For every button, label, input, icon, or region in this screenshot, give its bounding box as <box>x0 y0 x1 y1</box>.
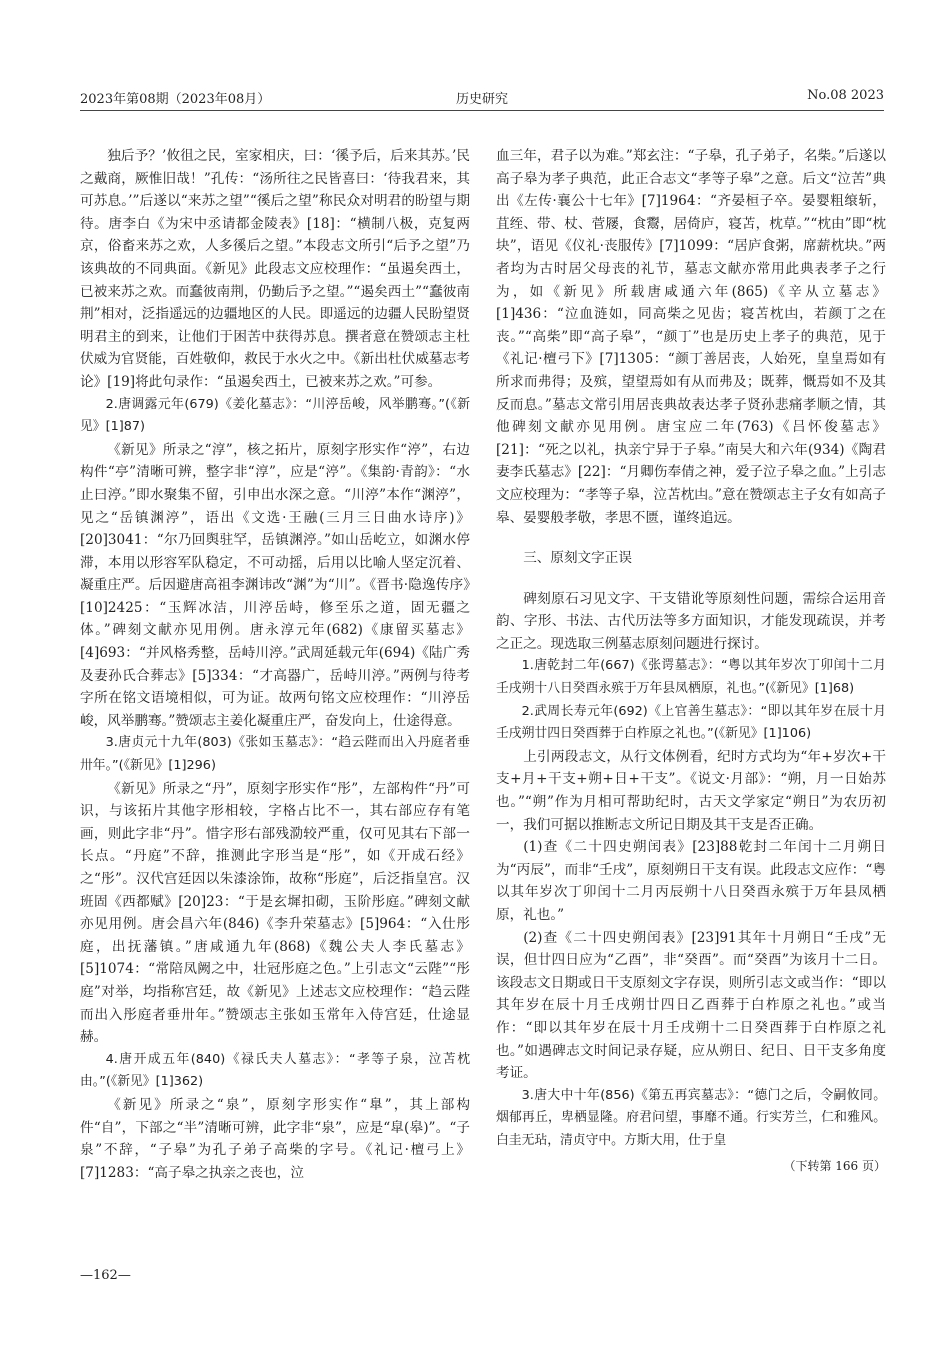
quoted-inscription: 2.武周长寿元年(692)《上官善生墓志》：“即以其年岁在辰十月壬戌朔廿四日癸酉葬于白柞原之礼也。”(《新见》[1]106) <box>496 703 886 742</box>
right-column <box>496 145 886 1177</box>
body-paragraph: 《新见》所录之“泉”，原刻字形实作“臯”，其上部构件“自”，下部之“半”清晰可辨，此字非“泉”，应是“皐(皋)”。“子泉”不辞，“子皋”为孔子弟子高柴的字号。《礼记·檀弓上》[7]1283：“高子皋之执亲之丧也，泣 <box>80 1096 470 1181</box>
quoted-inscription: 3.唐大中十年(856)《第五再宾墓志》：“德门之后，令嗣攸同。烟郁再丘，卑栖显隆。府君问望，事靡不通。行实芳兰，仁和雅风。白圭无玷，清贞守中。方斯大用，仕于皇 <box>496 1087 886 1148</box>
body-paragraph: (1)查《二十四史朔闰表》[23]88乾封二年闰十二月朔日为“丙辰”，而非“壬戌”，原刻朔日干支有误。此段志文应作：“粤以其年岁次丁卯闰十二月丙辰朔十八日癸酉永殡于万年县凤栖原，礼也。” <box>496 839 886 923</box>
continuation-note: （下转第 166 页） <box>783 1158 886 1173</box>
body-paragraph: 独后予？’攸徂之民，室家相庆，曰：‘徯予后，后来其苏。’民之戴商，厥惟旧哉！”孔传：“汤所往之民皆喜曰：‘待我君来，其可苏息。’”后遂以“来苏之望”“徯后之望”称民众对明君的盼望与期待。唐李白《为宋中丞请都金陵表》[18]：“横制八极，克复两京，俗畜来苏之欢，人多徯后之望。”本段志文所引“后予之望”乃该典故的不同典面。《新见》此段志文应校理作：“虽遏矣西土，已被来苏之欢。而蠢彼南荆，仍勤后予之望。”“遏矣西土”“蠢彼南荆”相对，泛指遥远的边疆地区的人民。即遥远的边疆人民盼望贤明君主的到来，让他们于困苦中获得苏息。撰者意在赞颂志主杜伏威为官贤能，百姓敬仰，救民于水火之中。《新出杜伏威墓志考论》[19]将此句录作：“虽遏矣西土，已被来苏之欢。”可参。 <box>80 148 470 390</box>
quoted-inscription: 1.唐乾封二年(667)《张谔墓志》：“粤以其年岁次丁卯闰十二月壬戌朔十八日癸酉永殡于万年县凤栖原，礼也。”(《新见》[1]68) <box>496 658 886 697</box>
body-paragraph: 上引两段志文，从行文体例看，纪时方式均为“年+岁次+干支+月+干支+朔+日+干支”。《说文·月部》：“朔，月一日始苏也。”“朔”作为月相可帮助纪时，古天文学家定“朔日”为农历初一，我们可据以推断志文所记日期及其干支是否正确。 <box>496 748 886 833</box>
issue-number: No.08 2023 <box>807 88 884 103</box>
body-paragraph: 《新见》所录之“淳”，核之拓片，原刻字形实作“渟”，右边构件“亭”清晰可辨，整字非“淳”，应是“渟”。《集韵·青韵》：“水止曰渟。”即水聚集不留，引申出水深之意。“川渟”本作“渊渟”，见之“岳镇渊渟”，语出《文选·王融(三月三日曲水诗序)》[20]3041：“尔乃回舆驻罕，岳镇渊渟。”如山岳屹立，如渊水停滞，本用以形容军队稳定，不可动摇，后用以比喻人坚定沉着、凝重庄严。后因避唐高祖李渊讳改“渊”为“川”。《晋书·隐逸传序》[10]2425：“玉辉冰洁，川渟岳峙，修至乐之道，固无疆之体。”碑刻文献亦见用例。唐永淳元年(682)《康留买墓志》[4]693：“并风格秀整，岳峙川渟。”武周延载元年(694)《陆广秀及妻孙氏合葬志》[5]334：“才高器广，岳峙川渟。”两例与待考字所在铭文语境相似，可为证。故两句铭文应校理作：“川渟岳峻，风举鹏骞。”赞颂志主姜化凝重庄严，奋发向上，仕途得意。 <box>80 441 470 729</box>
running-header <box>80 88 884 111</box>
section-heading: 三、原刻文字正误 <box>523 550 632 567</box>
journal-issue: 2023年第08期（2023年08月） <box>80 92 271 107</box>
journal-title: 历史研究 <box>455 92 508 107</box>
quoted-inscription: 4.唐开成五年(840)《禄氏夫人墓志》：“孝等子泉，泣苫枕由。”(《新见》[1]362) <box>80 1051 470 1090</box>
quoted-inscription: 3.唐贞元十九年(803)《张如玉墓志》：“趋云陛而出入丹庭者垂卅年。”(《新见》[1]296) <box>80 735 470 774</box>
quoted-inscription: 2.唐调露元年(679)《姜化墓志》：“川渟岳峻，风举鹏骞。”(《新见》[1]87) <box>80 396 470 435</box>
body-paragraph: 《新见》所录之“丹”，原刻字形实作“彤”，左部构件“丹”可识，与该拓片其他字形相较，字格占比不一，其右部应存有笔画，则此字非“丹”。惜字形右部残泐较严重，仅可见其右下部一长点。“丹庭”不辞，推测此字形当是“彤”，如《开成石经》之“彤”。汉代宫廷因以朱漆涂饰，故称“彤庭”，后泛指皇宫。汉班固《西都赋》[20]23：“于是玄墀扣砌，玉阶彤庭。”碑刻文献亦见用例。唐会昌六年(846)《李升荣墓志》[5]964：“入仕彤庭，出抚藩镇。”唐咸通九年(868)《魏公夫人李氏墓志》[5]1074：“常陪凤阙之中，壮冠彤庭之色。”上引志文“云陛”“彤庭”对举，均指称宫廷，故《新见》上述志文应校理作：“趋云陛而出入彤庭者垂卅年。”赞颂志主张如玉常年入侍宫廷，仕途显赫。 <box>80 780 470 1046</box>
left-column <box>80 145 470 1184</box>
body-paragraph: 血三年，君子以为难。”郑玄注：“子皋，孔子弟子，名柴。”后遂以高子皋为孝子典范，此正合志文“孝等子皋”之意。后文“泣苦”典出《左传·襄公十七年》[7]1964：“齐晏桓子卒。晏婴粗缞斩，苴绖、带、杖、菅屦，食鬻，居倚庐，寝苫，枕草。”“枕由”即“枕块”，语见《仪礼·丧服传》[7]1099：“居庐食粥，席薪枕块。”两者均为古时居父母丧的礼节，墓志文献亦常用此典表孝子之行为，如《新见》所载唐咸通六年(865)《辛从立墓志》[1]436：“泣血涟如，同高柴之见齿；寝苫枕凷，若颜丁之在丧。”“高柴”即“高子皋”，“颜丁”也是历史上孝子的典范，见于《礼记·檀弓下》[7]1305：“颜丁善居丧，人始死，皇皇焉如有所求而弗得；及殡，望望焉如有从而弗及；既葬，慨焉如不及其反而息。”墓志文常引用居丧典故表达孝子贤孙悲痛孝顺之情，其他碑刻文献亦见用例。唐宝应二年(763)《吕怀俊墓志》[21]：“死之以礼，执亲宁异于子皋。”南吴大和六年(934)《陶君妻李氏墓志》[22]：“月卿伤奉倩之神，爱子泣子皋之血。”上引志文应校理为：“孝等子皋，泣苫枕凷。”意在赞颂志主子女有如高子皋、晏婴般孝敬，孝思不匮，谨终追远。 <box>496 148 886 526</box>
body-paragraph: 碑刻原石习见文字、干支错讹等原刻性问题，需综合运用音韵、字形、书法、古代历法等多方面知识，才能发现疏误，并考之正之。现选取三例墓志原刻问题进行探讨。 <box>496 590 886 652</box>
body-paragraph: (2)查《二十四史朔闰表》[23]91其年十月朔日“壬戌”无误，但廿四日应为“乙酉”，非“癸酉”。而“癸酉”为该月十二日。该段志文日期或日干支原刻文字存误，则所引志文或当作：“即以其年岁在辰十月壬戌朔廿四日乙酉葬于白柞原之礼也。”或当作：“即以其年岁在辰十月壬戌朔十二日癸酉葬于白柞原之礼也。”如遇碑志文时间记录存疑，应从朔日、纪日、日干支多角度考证。 <box>496 929 886 1082</box>
page-number: —162— <box>80 1268 131 1283</box>
